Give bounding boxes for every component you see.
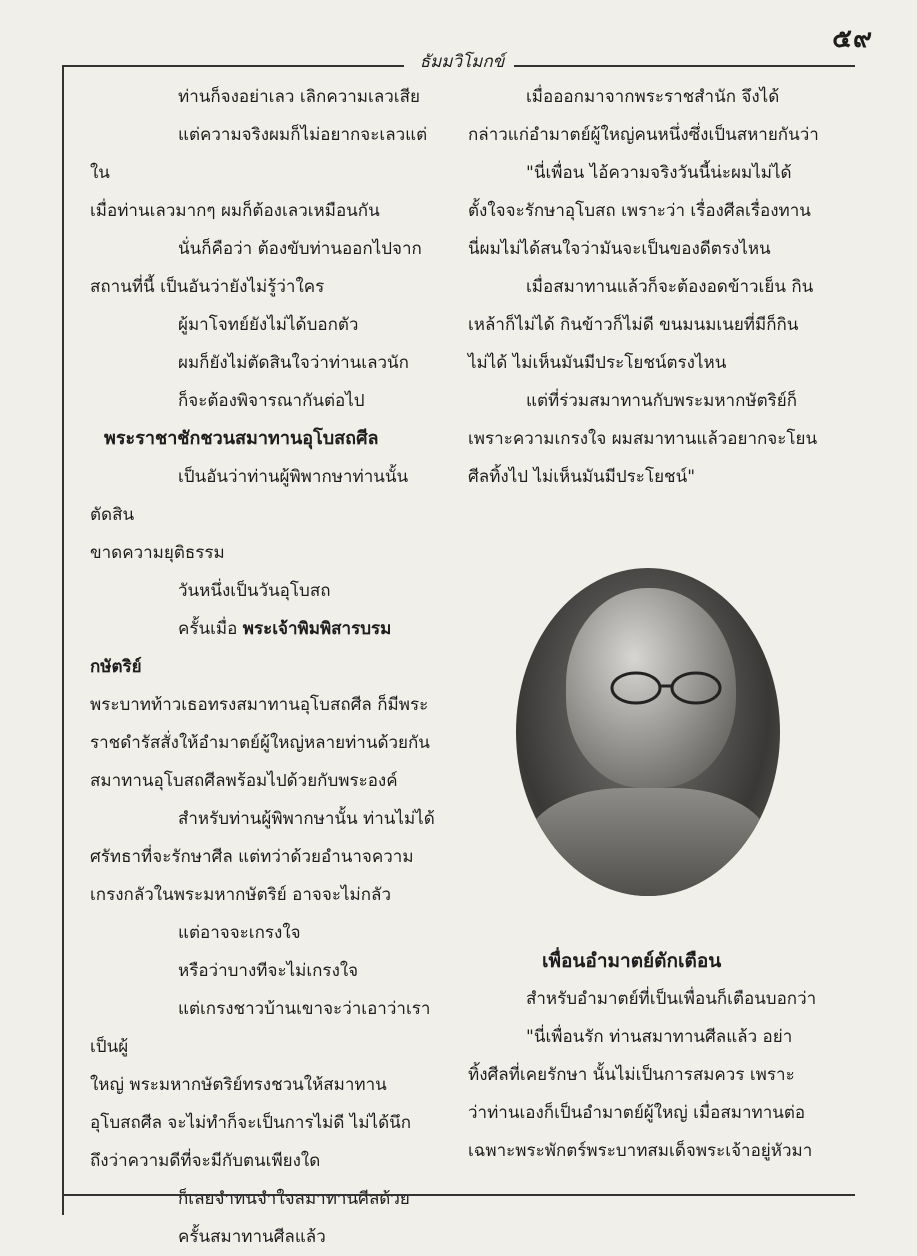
header-rule-left: [62, 65, 404, 67]
paragraph-line: ทิ้งศีลที่เคยรักษา นั้นไม่เป็นการสมควร เพราะ: [468, 1065, 795, 1085]
paragraph-line: ไม่ได้ ไม่เห็นมันมีประโยชน์ตรงไหน: [468, 353, 727, 373]
paragraph: เมื่อออกมาจากพระราชสำนัก จึงได้: [526, 87, 780, 107]
header-title: ธัมมวิโมกข์: [419, 52, 505, 72]
paragraph-line: ถึงว่าความดีที่จะมีกับตนเพียงใด: [90, 1151, 321, 1171]
paragraph-line: อุโบสถศีล จะไม่ทำก็จะเป็นการไม่ดี ไม่ได้นึก: [90, 1113, 412, 1133]
paragraph: แต่ที่ร่วมสมาทานกับพระมหากษัตริย์ก็: [526, 391, 798, 411]
bottom-rule: [62, 1194, 855, 1196]
paragraph-line: สมาทานอุโบสถศีลพร้อมไปด้วยกับพระองค์: [90, 771, 398, 791]
page-number: ๕๙: [832, 24, 873, 54]
paragraph-line: ศรัทธาที่จะรักษาศีล แต่ทว่าด้วยอำนาจความ: [90, 847, 414, 867]
paragraph-line: เมื่อท่านเลวมากๆ ผมก็ต้องเลวเหมือนกัน: [90, 201, 380, 221]
monk-portrait-photo: [516, 568, 780, 896]
portrait-robe: [526, 788, 770, 896]
paragraph-line: นี่ผมไม่ได้สนใจว่ามันจะเป็นของดีตรงไหน: [468, 239, 771, 259]
section-heading: พระราชาชักชวนสมาทานอุโบสถศีล: [104, 428, 379, 449]
portrait-glasses: [608, 668, 726, 708]
paragraph: สำหรับท่านผู้พิพากษานั้น ท่านไม่ได้: [178, 809, 435, 829]
paragraph-line: "นี่เพื่อนรัก ท่านสมาทานศีลแล้ว อย่า: [526, 1027, 793, 1047]
paragraph-line: ตั้งใจจะรักษาอุโบสถ เพราะว่า เรื่องศีลเรื่องทาน: [468, 201, 811, 221]
paragraph-line: ขาดความยุติธรรม: [90, 543, 225, 563]
paragraph-line: ว่าท่านเองก็เป็นอำมาตย์ผู้ใหญ่ เมื่อสมาทานต่อ: [468, 1103, 806, 1123]
header-rule-right: [514, 65, 855, 67]
paragraph: ก็เลยจำทนจำใจสมาทานศีลด้วย: [178, 1189, 410, 1209]
paragraph: แต่ความจริงผมก็ไม่อยากจะเลวแต่ใน: [90, 125, 428, 183]
paragraph: ผู้มาโจทย์ยังไม่ได้บอกตัว: [178, 315, 359, 335]
paragraph: ครั้นสมาทานศีลแล้ว: [178, 1227, 326, 1247]
paragraph-line: สถานที่นี้ เป็นอันว่ายังไม่รู้ว่าใคร: [90, 277, 325, 297]
paragraph: เมื่อสมาทานแล้วก็จะต้องอดข้าวเย็น กิน: [526, 277, 814, 297]
frame-left-rule: [62, 65, 64, 1215]
section-heading: เพื่อนอำมาตย์ตักเตือน: [542, 950, 722, 972]
running-header: [62, 48, 855, 74]
paragraph: หรือว่าบางทีจะไม่เกรงใจ: [178, 961, 359, 981]
paragraph: ก็จะต้องพิจารณากันต่อไป: [178, 391, 365, 411]
paragraph: เป็นอันว่าท่านผู้พิพากษาท่านนั้นตัดสิน: [90, 467, 409, 525]
paragraph-line: เพราะความเกรงใจ ผมสมาทานแล้วอยากจะโยน: [468, 429, 818, 449]
paragraph: ท่านก็จงอย่าเลว เลิกความเลวเสีย: [178, 87, 420, 107]
paragraph: แต่เกรงชาวบ้านเขาจะว่าเอาว่าเราเป็นผู้: [90, 999, 431, 1057]
paragraph-line: ใหญ่ พระมหากษัตริย์ทรงชวนให้สมาทาน: [90, 1075, 387, 1095]
paragraph-line: ศีลทิ้งไป ไม่เห็นมันมีประโยชน์": [468, 467, 696, 487]
paragraph-line: ราชดำรัสสั่งให้อำมาตย์ผู้ใหญ่หลายท่านด้วยกัน: [90, 733, 430, 753]
paragraph-line: เหล้าก็ไม่ได้ กินข้าวก็ไม่ดี ขนมนมเนยที่มีก็กิน: [468, 315, 799, 335]
paragraph: วันหนึ่งเป็นวันอุโบสถ: [178, 581, 331, 601]
paragraph-line: พระบาทท้าวเธอทรงสมาทานอุโบสถศีล ก็มีพระ: [90, 695, 429, 715]
paragraph: นั่นก็คือว่า ต้องขับท่านออกไปจาก: [178, 239, 422, 259]
paragraph-line: "นี่เพื่อน ไอ้ความจริงวันนี้น่ะผมไม่ได้: [526, 163, 792, 183]
left-column: [90, 78, 442, 1256]
paragraph-line: กล่าวแก่อำมาตย์ผู้ใหญ่คนหนึ่งซึ่งเป็นสหายกันว่า: [468, 125, 819, 145]
paragraph-line: เฉพาะพระพักตร์พระบาทสมเด็จพระเจ้าอยู่หัวมา: [468, 1141, 813, 1161]
right-column: [468, 78, 840, 496]
paragraph: สำหรับอำมาตย์ที่เป็นเพื่อนก็เตือนบอกว่า: [526, 989, 817, 1009]
paragraph: [90, 610, 442, 686]
paragraph: ผมก็ยังไม่ตัดสินใจว่าท่านเลวนัก: [178, 353, 409, 373]
text-run: ครั้นเมื่อ: [178, 619, 243, 639]
right-lower-section: [468, 942, 840, 1170]
paragraph: แต่อาจจะเกรงใจ: [178, 923, 301, 943]
paragraph-line: เกรงกลัวในพระมหากษัตริย์ อาจจะไม่กลัว: [90, 885, 391, 905]
king-name: พระเจ้าพิมพิสารบรมกษัตริย์: [90, 619, 392, 677]
